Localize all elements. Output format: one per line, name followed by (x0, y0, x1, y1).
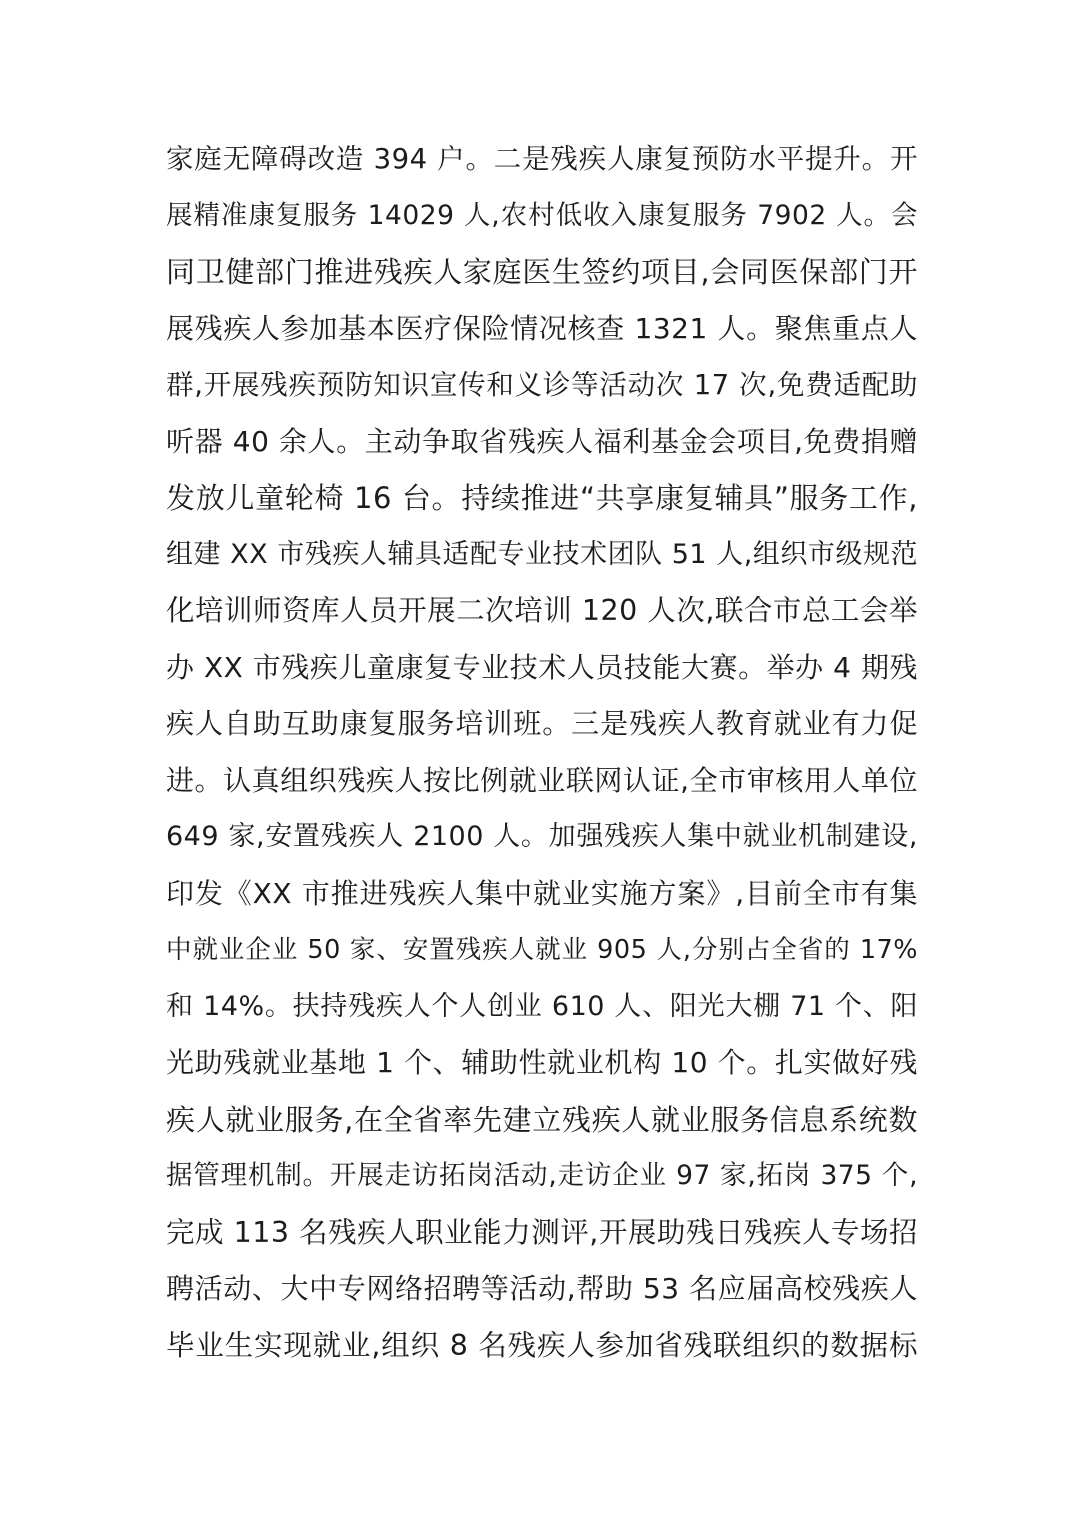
text-line: 进。认真组织残疾人按比例就业联网认证,全市审核用人单位 (166, 763, 918, 797)
text-line: 展残疾人参加基本医疗保险情况核查 1321 人。聚焦重点人 (166, 311, 918, 345)
text-line: 完成 113 名残疾人职业能力测评,开展助残日残疾人专场招 (166, 1215, 918, 1249)
text-line: 群,开展残疾预防知识宣传和义诊等活动次 17 次,免费适配助 (166, 369, 918, 401)
text-line: 组建 XX 市残疾人辅具适配专业技术团队 51 人,组织市级规范 (166, 538, 918, 570)
text-line: 印发《XX 市推进残疾人集中就业实施方案》,目前全市有集 (166, 876, 918, 910)
text-line: 化培训师资库人员开展二次培训 120 人次,联合市总工会举 (166, 594, 918, 627)
text-line: 光助残就业基地 1 个、辅助性就业机构 10 个。扎实做好残 (166, 1046, 918, 1079)
text-line: 和 14%。扶持残疾人个人创业 610 人、阳光大棚 71 个、阳 (166, 990, 918, 1022)
body-text (166, 131, 918, 1374)
text-line: 毕业生实现就业,组织 8 名残疾人参加省残联组织的数据标 (166, 1328, 918, 1362)
text-line: 649 家,安置残疾人 2100 人。加强残疾人集中就业机制建设, (166, 821, 918, 852)
text-line: 听器 40 余人。主动争取省残疾人福利基金会项目,免费捐赠 (166, 424, 918, 458)
text-line: 聘活动、大中专网络招聘等活动,帮助 53 名应届高校残疾人 (166, 1272, 918, 1305)
text-line: 中就业企业 50 家、安置残疾人就业 905 人,分别占全省的 17% (166, 935, 918, 965)
text-line: 疾人自助互助康复服务培训班。三是残疾人教育就业有力促 (166, 707, 918, 740)
text-line: 发放儿童轮椅 16 台。持续推进“共享康复辅具”服务工作, (166, 481, 918, 515)
text-line: 展精准康复服务 14029 人,农村低收入康复服务 7902 人。会 (166, 199, 918, 231)
text-line: 家庭无障碍改造 394 户。二是残疾人康复预防水平提升。开 (166, 143, 918, 175)
text-line: 同卫健部门推进残疾人家庭医生签约项目,会同医保部门开 (166, 255, 918, 289)
text-line: 办 XX 市残疾儿童康复专业技术人员技能大赛。举办 4 期残 (166, 650, 918, 684)
text-line: 据管理机制。开展走访拓岗活动,走访企业 97 家,拓岗 375 个, (166, 1160, 918, 1191)
text-line: 疾人就业服务,在全省率先建立残疾人就业服务信息系统数 (166, 1102, 918, 1137)
